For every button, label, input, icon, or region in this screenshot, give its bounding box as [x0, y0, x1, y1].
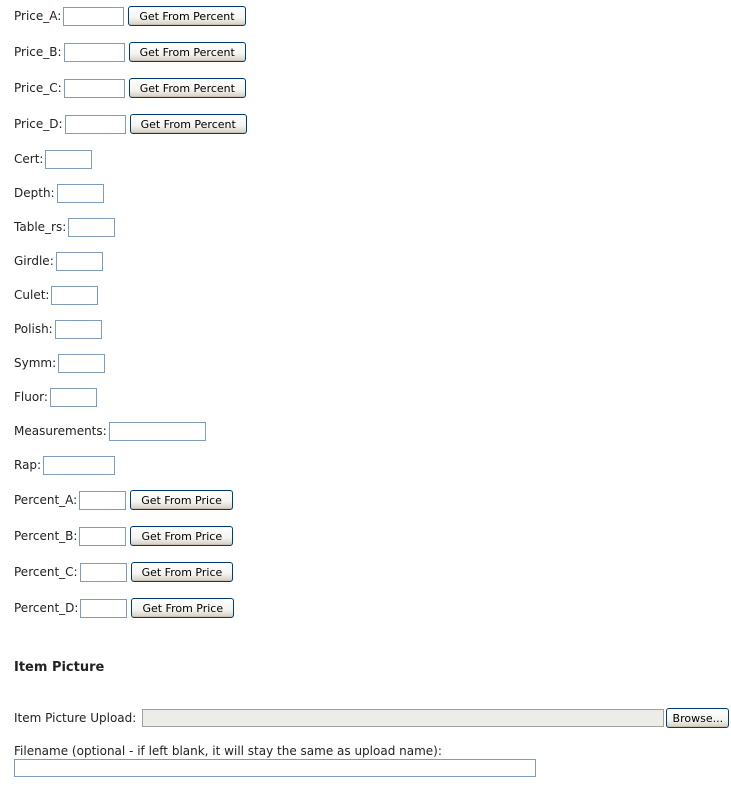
cert-row	[14, 149, 96, 169]
table-rs-input[interactable]	[68, 218, 115, 237]
price-a-get-from-percent-button[interactable]: Get From Percent	[128, 6, 245, 26]
percent-d-label: Percent_D:	[14, 601, 79, 615]
table-rs-label: Table_rs:	[14, 220, 67, 234]
cert-input[interactable]	[45, 150, 92, 169]
measurements-input[interactable]	[109, 422, 206, 441]
price-c-label: Price_C:	[14, 81, 62, 95]
item-picture-upload-label: Item Picture Upload:	[14, 711, 137, 725]
percent-b-get-from-price-button[interactable]: Get From Price	[130, 526, 233, 546]
polish-input[interactable]	[55, 320, 102, 339]
filename-label: Filename (optional - if left blank, it will stay the same as upload name):	[14, 744, 442, 758]
cert-label: Cert:	[14, 152, 44, 166]
price-b-get-from-percent-button[interactable]: Get From Percent	[129, 42, 246, 62]
percent-a-row	[14, 490, 233, 510]
filename-input[interactable]	[14, 759, 536, 777]
fluor-label: Fluor:	[14, 390, 48, 404]
rap-label: Rap:	[14, 458, 42, 472]
price-b-label: Price_B:	[14, 45, 62, 59]
rap-row	[14, 455, 119, 475]
percent-b-row	[14, 526, 233, 546]
price-b-input[interactable]	[64, 43, 125, 62]
percent-b-input[interactable]	[79, 527, 126, 546]
percent-d-get-from-price-button[interactable]: Get From Price	[131, 598, 234, 618]
culet-row	[14, 285, 102, 305]
depth-input[interactable]	[57, 184, 104, 203]
browse-button[interactable]: Browse...	[666, 708, 729, 728]
percent-d-row	[14, 598, 234, 618]
depth-label: Depth:	[14, 186, 55, 200]
measurements-label: Measurements:	[14, 424, 107, 438]
fluor-input[interactable]	[50, 388, 97, 407]
percent-d-input[interactable]	[80, 599, 127, 618]
percent-b-label: Percent_B:	[14, 529, 78, 543]
table-rs-row	[14, 217, 119, 237]
item-picture-file-field[interactable]	[142, 709, 664, 727]
percent-c-input[interactable]	[80, 563, 127, 582]
polish-label: Polish:	[14, 322, 53, 336]
price-d-label: Price_D:	[14, 117, 63, 131]
item-picture-heading: Item Picture	[14, 660, 105, 675]
fluor-row	[14, 387, 101, 407]
price-d-input[interactable]	[65, 115, 126, 134]
price-a-row	[14, 6, 246, 26]
symm-label: Symm:	[14, 356, 57, 370]
item-picture-upload-row	[14, 708, 729, 728]
culet-input[interactable]	[51, 286, 98, 305]
price-d-row	[14, 114, 247, 134]
price-a-label: Price_A:	[14, 9, 62, 23]
price-c-row	[14, 78, 246, 98]
symm-input[interactable]	[58, 354, 105, 373]
price-c-input[interactable]	[64, 79, 125, 98]
price-d-get-from-percent-button[interactable]: Get From Percent	[130, 114, 247, 134]
girdle-input[interactable]	[56, 252, 103, 271]
percent-c-label: Percent_C:	[14, 565, 78, 579]
price-c-get-from-percent-button[interactable]: Get From Percent	[129, 78, 246, 98]
percent-a-get-from-price-button[interactable]: Get From Price	[130, 490, 233, 510]
polish-row	[14, 319, 106, 339]
depth-row	[14, 183, 108, 203]
culet-label: Culet:	[14, 288, 50, 302]
percent-a-label: Percent_A:	[14, 493, 78, 507]
percent-c-row	[14, 562, 233, 582]
symm-row	[14, 353, 109, 373]
measurements-row	[14, 421, 210, 441]
percent-c-get-from-price-button[interactable]: Get From Price	[131, 562, 234, 582]
percent-a-input[interactable]	[79, 491, 126, 510]
girdle-row	[14, 251, 107, 271]
girdle-label: Girdle:	[14, 254, 54, 268]
price-b-row	[14, 42, 246, 62]
price-a-input[interactable]	[63, 7, 124, 26]
rap-input[interactable]	[43, 456, 115, 475]
